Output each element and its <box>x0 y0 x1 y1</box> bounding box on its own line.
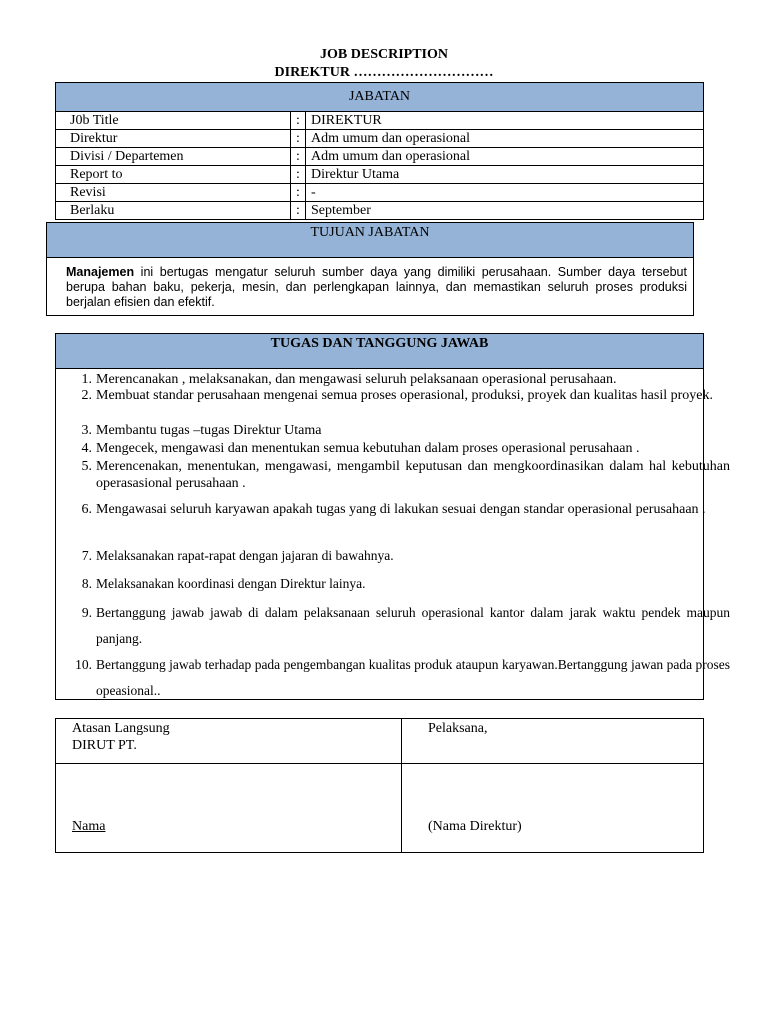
jabatan-row <box>56 184 704 202</box>
tugas-item-text: Mengecek, mengawasi dan menentukan semua kebutuhan dalam proses operasional perusahaan . <box>96 441 640 456</box>
pelaksana-cell <box>402 719 704 764</box>
tugas-item <box>81 547 730 564</box>
tugas-item-number: 4. <box>81 441 92 456</box>
signature-table <box>55 718 704 853</box>
tugas-item-text: Bertanggung jawab jawab di dalam pelaksanaan seluruh operasional kantor dalam jarak waktu pendek maupun panjang. <box>96 605 730 646</box>
jabatan-row <box>56 130 704 148</box>
jabatan-row <box>56 112 704 130</box>
pelaksana-title: Pelaksana, <box>428 721 488 736</box>
tugas-item <box>81 371 730 388</box>
jabatan-row <box>56 166 704 184</box>
jabatan-label: Direktur <box>56 130 291 148</box>
jabatan-colon: : <box>291 202 306 220</box>
jabatan-label: Revisi <box>56 184 291 202</box>
tugas-item-text: Melaksanakan koordinasi dengan Direktur lainya. <box>96 576 366 591</box>
document-subtitle: DIREKTUR ………………………… <box>274 65 494 80</box>
tugas-item-text: Mengawasai seluruh karyawan apakah tugas yang di lakukan sesuai dengan standar operasional perusahaan . <box>96 502 706 517</box>
tugas-item-number: 2. <box>81 388 92 403</box>
pelaksana-sign-cell <box>402 764 704 853</box>
tugas-item <box>81 387 730 404</box>
jabatan-label: Divisi / Departemen <box>56 148 291 166</box>
tugas-item <box>81 440 730 457</box>
jabatan-value: - <box>306 184 704 202</box>
tugas-item-number: 10. <box>75 657 92 672</box>
jabatan-row <box>56 202 704 220</box>
atasan-sign-cell <box>56 764 402 853</box>
jabatan-value: September <box>306 202 704 220</box>
jabatan-label: Berlaku <box>56 202 291 220</box>
atasan-company: DIRUT PT. <box>72 738 137 753</box>
tujuan-bold-word: Manajemen <box>66 265 135 279</box>
jabatan-label: Report to <box>56 166 291 184</box>
pelaksana-name: (Nama Direktur) <box>428 819 522 834</box>
jabatan-colon: : <box>291 166 306 184</box>
tugas-item-number: 5. <box>81 459 92 474</box>
jabatan-value: DIREKTUR <box>306 112 704 130</box>
document-title: JOB DESCRIPTION <box>320 47 448 62</box>
jabatan-table <box>55 111 704 220</box>
tujuan-paragraph <box>66 265 687 310</box>
tugas-item-number: 8. <box>81 576 92 591</box>
tugas-item-text: Merencenakan, menentukan, mengawasi, mengambil keputusan dan mengkoordinasikan dalam hal kebutuhan operasasional perusahaan . <box>96 459 730 491</box>
jabatan-heading: JABATAN <box>55 82 704 112</box>
tugas-item-text: Merencanakan , melaksanakan, dan mengawasi seluruh pelaksanaan operasional perusahaan. <box>96 372 617 387</box>
jabatan-value: Adm umum dan operasional <box>306 148 704 166</box>
tugas-item-number: 3. <box>81 423 92 438</box>
atasan-title: Atasan Langsung <box>72 721 170 736</box>
tugas-item <box>81 600 730 652</box>
tugas-item <box>81 422 730 439</box>
atasan-name: Nama <box>72 819 106 834</box>
jabatan-colon: : <box>291 184 306 202</box>
jabatan-row <box>56 148 704 166</box>
tugas-item-number: 7. <box>81 548 92 563</box>
tugas-heading: TUGAS DAN TANGGUNG JAWAB <box>55 333 704 369</box>
jabatan-colon: : <box>291 130 306 148</box>
atasan-cell <box>56 719 402 764</box>
tugas-item-text: Membantu tugas –tugas Direktur Utama <box>96 423 322 438</box>
tugas-item-number: 9. <box>81 605 92 620</box>
jabatan-value: Direktur Utama <box>306 166 704 184</box>
tugas-item-number: 6. <box>81 502 92 517</box>
tugas-item <box>81 458 730 492</box>
tujuan-heading: TUJUAN JABATAN <box>46 222 694 258</box>
tugas-box <box>55 368 730 700</box>
jabatan-value: Adm umum dan operasional <box>306 130 704 148</box>
tugas-item <box>81 575 730 592</box>
tugas-item-text: Bertanggung jawab terhadap pada pengembangan kualitas produk ataupun karyawan.Bertanggung jawan pada proses opeasional.. <box>96 657 730 698</box>
jabatan-colon: : <box>291 112 306 130</box>
tugas-item-text: Melaksanakan rapat-rapat dengan jajaran di bawahnya. <box>96 548 394 563</box>
tugas-item-number: 1. <box>81 372 92 387</box>
tugas-item <box>81 495 730 525</box>
tujuan-box <box>46 257 694 316</box>
jabatan-colon: : <box>291 148 306 166</box>
jabatan-label: J0b Title <box>56 112 291 130</box>
tugas-item-text: Membuat standar perusahaan mengenai semua proses operasional, produksi, proyek dan kualitas hasil proyek. <box>96 388 713 403</box>
tugas-item <box>75 652 730 704</box>
tujuan-text: ini bertugas mengatur seluruh sumber daya yang dimiliki perusahaan. Sumber daya tersebut berupa bahan baku, pekerja, mesin, dan perlengkapan lainnya, dan memastikan seluruh proses produksi berjalan efisien dan efektif. <box>66 265 687 309</box>
